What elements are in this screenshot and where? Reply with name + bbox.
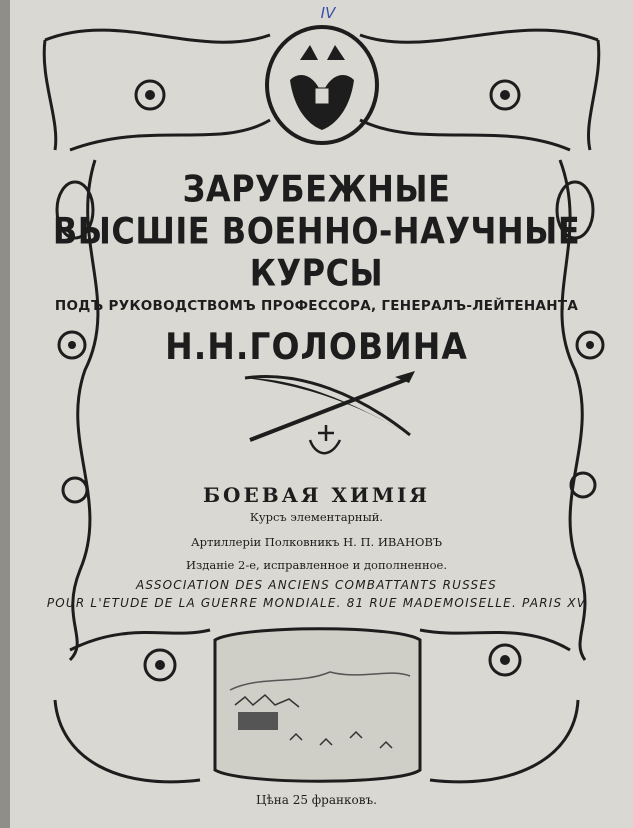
book-title: БОЕВАЯ ХИМІЯ bbox=[202, 483, 431, 507]
publisher-line-2: POUR L'ETUDE DE LA GUERRE MONDIALE. 81 RUE MADEMOISELLE. PARIS XV bbox=[46, 596, 587, 610]
quill-and-sword-icon bbox=[245, 371, 415, 440]
byline: Артиллеріи Полковникъ Н. П. ИВАНОВЪ bbox=[190, 535, 443, 549]
double-headed-eagle-icon bbox=[267, 27, 377, 143]
course-type: Курсъ элементарный. bbox=[249, 510, 384, 524]
inventory-mark: IV bbox=[320, 4, 336, 22]
title-line-1: ЗАРУБЕЖНЫЕ bbox=[182, 167, 451, 211]
wreath-cross-icon bbox=[310, 425, 340, 453]
title-line-3: КУРСЫ bbox=[249, 251, 384, 295]
subtitle: ПОДЪ РУКОВОДСТВОМЪ ПРОФЕССОРА, ГЕНЕРАЛЪ-ЛЕЙТЕНАНТА bbox=[54, 298, 579, 314]
publisher-line-1: ASSOCIATION DES ANCIENS COMBATTANTS RUSSES bbox=[136, 578, 497, 592]
battle-scene-icon bbox=[215, 629, 420, 782]
author-name: Н.Н.ГОЛОВИНА bbox=[165, 325, 468, 368]
price-label: Цѣна 25 франковъ. bbox=[256, 793, 377, 807]
edition-note: Изданіе 2-е, исправленное и дополненное. bbox=[185, 558, 448, 572]
title-line-2: ВЫСШІЕ ВОЕННО-НАУЧНЫЕ bbox=[52, 209, 581, 253]
